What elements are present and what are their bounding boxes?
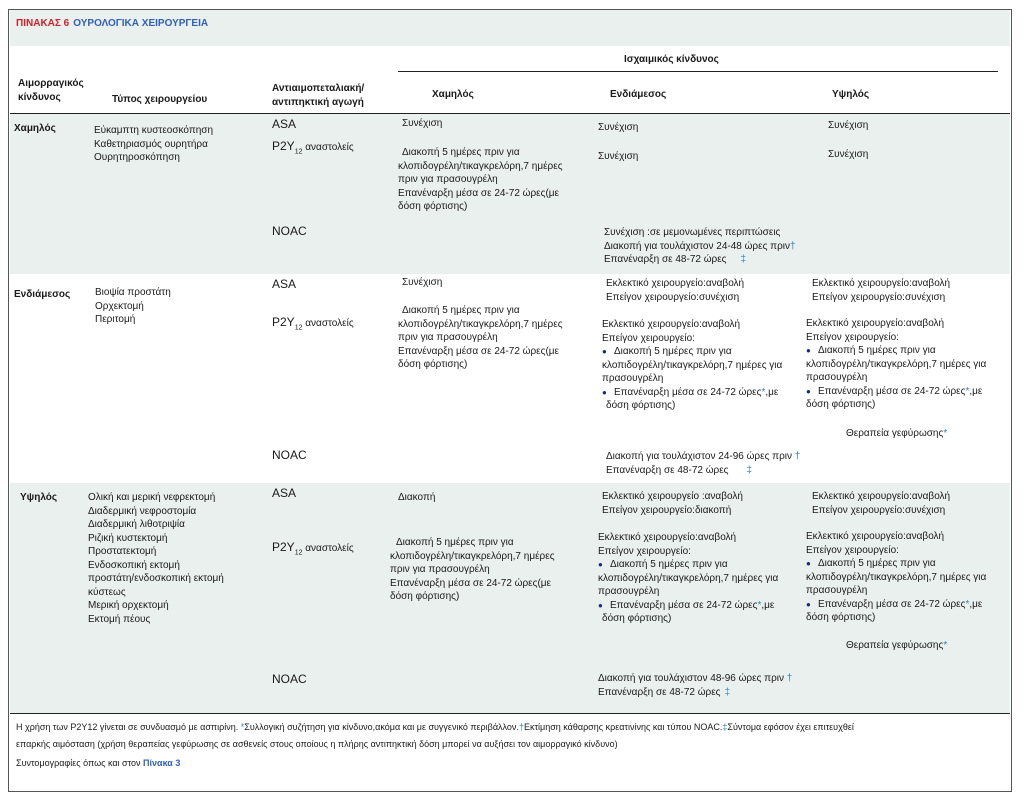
high-asa-label: ASA (272, 486, 297, 500)
header-high: Υψηλός (832, 89, 870, 100)
high-bleed-label: Υψηλός (20, 492, 58, 503)
high-p2y-mid: Εκλεκτικό χειρουργείο:αναβολή Επείγον χειρουργείο: ● Διακοπή 5 ημέρες πριν για κλοπιδογρέλη/τικαγκρελόρη,7 ημέρες για πρασουγρέλη ● Επανέναρξη μέσα σε 24-72 ώρες*,με δόση φόρτισης) (598, 531, 778, 626)
high-asa-high: Εκλεκτικό χειρουργείο:αναβολή Επείγον χειρουργείο:συνέχιση (812, 491, 951, 516)
low-bleed-surgeries: Εύκαμπτη κυστεοσκόπηση Καθετηριασμός ουρητήρα Ουρητηροσκόπηση (94, 125, 214, 163)
mid-p2y-low: Διακοπή 5 ημέρες πριν για κλοπιδογρέλη/τικαγκρελόρη,7 ημέρες πριν για πρασουγρέλη Επανέναρξη μέσα σε 24-72 ώρες(με δόση φόρτισης) (398, 305, 563, 370)
high-p2y-high: Εκλεκτικό χειρουργείο:αναβολή Επείγον χειρουργείο: ● Διακοπή 5 ημέρες πριν για κλοπιδογρέλη/τικαγκρελόρη,7 ημέρες για πρασουγρέλη ● Επανέναρξη μέσα σε 24-72 ώρες*,με δόση φόρτισης) (806, 530, 986, 625)
low-asa-high: Συνέχιση (828, 120, 869, 131)
high-noac: Διακοπή για τουλάχιστον 48-96 ώρες πριν † Επανέναρξη σε 48-72 ώρες ‡ (598, 673, 793, 698)
mid-asa-mid: Εκλεκτικό χειρουργείο:αναβολή Επείγον χειρουργείο:συνέχιση (606, 278, 745, 303)
low-p2y-low: Διακοπή 5 ημέρες πριν για κλοπιδογρέλη/τικαγκρελόρη,7 ημέρες πριν για πρασουγρέλη Επανέναρξη μέσα σε 24-72 ώρες(με δόση φόρτισης) (398, 147, 563, 212)
high-bleed-surgeries: Ολική και μερική νεφρεκτομή Διαδερμική νεφροστομία Διαδερμική λιθοτριψία Ριζική κυστεκτομή Προστατεκτομή Ενδοσκοπική εκτομή προστάτη/ενδοσκοπική εκτομή κύστεως Μερική ορχεκτομή Εκτομή πέους (88, 492, 224, 625)
header-therapy: Αντιαιμοπεταλιακή/ αντιπηκτική αγωγή (272, 83, 365, 108)
header-intermediate: Ενδιάμεσος (610, 89, 667, 100)
high-asa-low: Διακοπή (398, 492, 436, 503)
high-p2y-label: $P2Y_{12}$ αναστολείς (272, 540, 354, 557)
footer-line-1: Η χρήση των P2Y12 γίνεται σε συνδυασμό με ασπιρίνη. *Συλλογική συζήτηση για κίνδυνο,ακόμα και με συγγενικό περιβάλλον.†Εκτίμηση κάθαρσης κρεατινίνης και τύπου NOAC.‡Σύντομα εφόσον έχει επιτευχθεί (16, 722, 854, 732)
table-title: ΠΙΝΑΚΑΣ 6 ΟΥΡΟΛΟΓΙΚΑ ΧΕΙΡΟΥΡΓΕΙΑ (16, 18, 209, 29)
mid-p2y-mid: Εκλεκτικό χειρουργείο:αναβολή Επείγον χειρουργείο: ● Διακοπή 5 ημέρες πριν για κλοπιδογρέλη/τικαγκρελόρη,7 ημέρες για πρασουγρέλη ● Επανέναρξη μέσα σε 24-72 ώρες*,με δόση φόρτισης) (602, 318, 782, 413)
low-p2y-high: Συνέχιση (828, 149, 869, 160)
low-bleed-label: Χαμηλός (14, 123, 56, 134)
header-low: Χαμηλός (432, 89, 474, 100)
mid-noac-label: NOAC (272, 448, 307, 462)
mid-noac: Διακοπή για τουλάχιστον 24-96 ώρες πριν † Επανέναρξη σε 48-72 ώρες ‡ (606, 451, 801, 476)
low-p2y-label: $P2Y_{12}$ αναστολείς (272, 139, 354, 156)
mid-asa-label: ASA (272, 277, 297, 291)
low-asa-low: Συνέχιση (402, 118, 443, 129)
table-3-link[interactable]: Πίνακα 3 (143, 758, 181, 768)
footer-rule (10, 713, 1010, 714)
mid-asa-high: Εκλεκτικό χειρουργείο:αναβολή Επείγον χειρουργείο:συνέχιση (812, 278, 951, 303)
mid-bleed-surgeries: Βιοψία προστάτη Ορχεκτομή Περιτομή (95, 287, 171, 325)
mid-asa-low: Συνέχιση (402, 277, 443, 288)
mid-p2y-label: $P2Y_{12}$ αναστολείς (272, 315, 354, 332)
low-asa-mid: Συνέχιση (598, 122, 639, 133)
high-bridge: Θεραπεία γεφύρωσης* (846, 640, 948, 651)
header-ischemic-risk: Ισχαιμικός κίνδυνος (624, 54, 719, 65)
header-subrule (398, 71, 998, 72)
header-bleeding-risk: Αιμορραγικός κίνδυνος (18, 78, 84, 103)
mid-p2y-high: Εκλεκτικό χειρουργείο:αναβολή Επείγον χειρουργείο: ● Διακοπή 5 ημέρες πριν για κλοπιδογρέλη/τικαγκρελόρη,7 ημέρες για πρασουγρέλη ● Επανέναρξη μέσα σε 24-72 ώρες*,με δόση φόρτισης) (806, 317, 986, 412)
high-p2y-low: Διακοπή 5 ημέρες πριν για κλοπιδογρέλη/τικαγκρελόρη,7 ημέρες πριν για πρασουγρέλη Επανέναρξη μέσα σε 24-72 ώρες(με δόση φόρτισης) (390, 537, 555, 602)
mid-bridge: Θεραπεία γεφύρωσης* (846, 428, 948, 439)
footer-line-3: Συντομογραφίες όπως και στον Πίνακα 3 (16, 758, 181, 768)
header-surgery-type: Τύπος χειρουργείου (112, 94, 208, 105)
low-asa-label: ASA (272, 117, 297, 131)
low-noac-label: NOAC (272, 224, 307, 238)
low-p2y-mid: Συνέχιση (598, 151, 639, 162)
mid-bleed-label: Ενδιάμεσος (14, 289, 71, 300)
high-asa-mid: Εκλεκτικό χειρουργείο :αναβολή Επείγον χειρουργείο:διακοπή (602, 491, 743, 516)
high-noac-label: NOAC (272, 672, 307, 686)
footer-line-2: επαρκής αιμόσταση (χρήση θεραπείας γεφύρωσης σε ασθενείς στους οποίους η πλήρης αντιπηκτική δόση μπορεί να αυξήσει τον αιμορραγικό κίνδυνο) (16, 739, 618, 749)
low-noac: Συνέχιση :σε μεμονωμένες περιπτώσεις Διακοπή για τουλάχιστον 24-48 ώρες πριν† Επανέναρξη σε 48-72 ώρες ‡ (604, 227, 796, 265)
